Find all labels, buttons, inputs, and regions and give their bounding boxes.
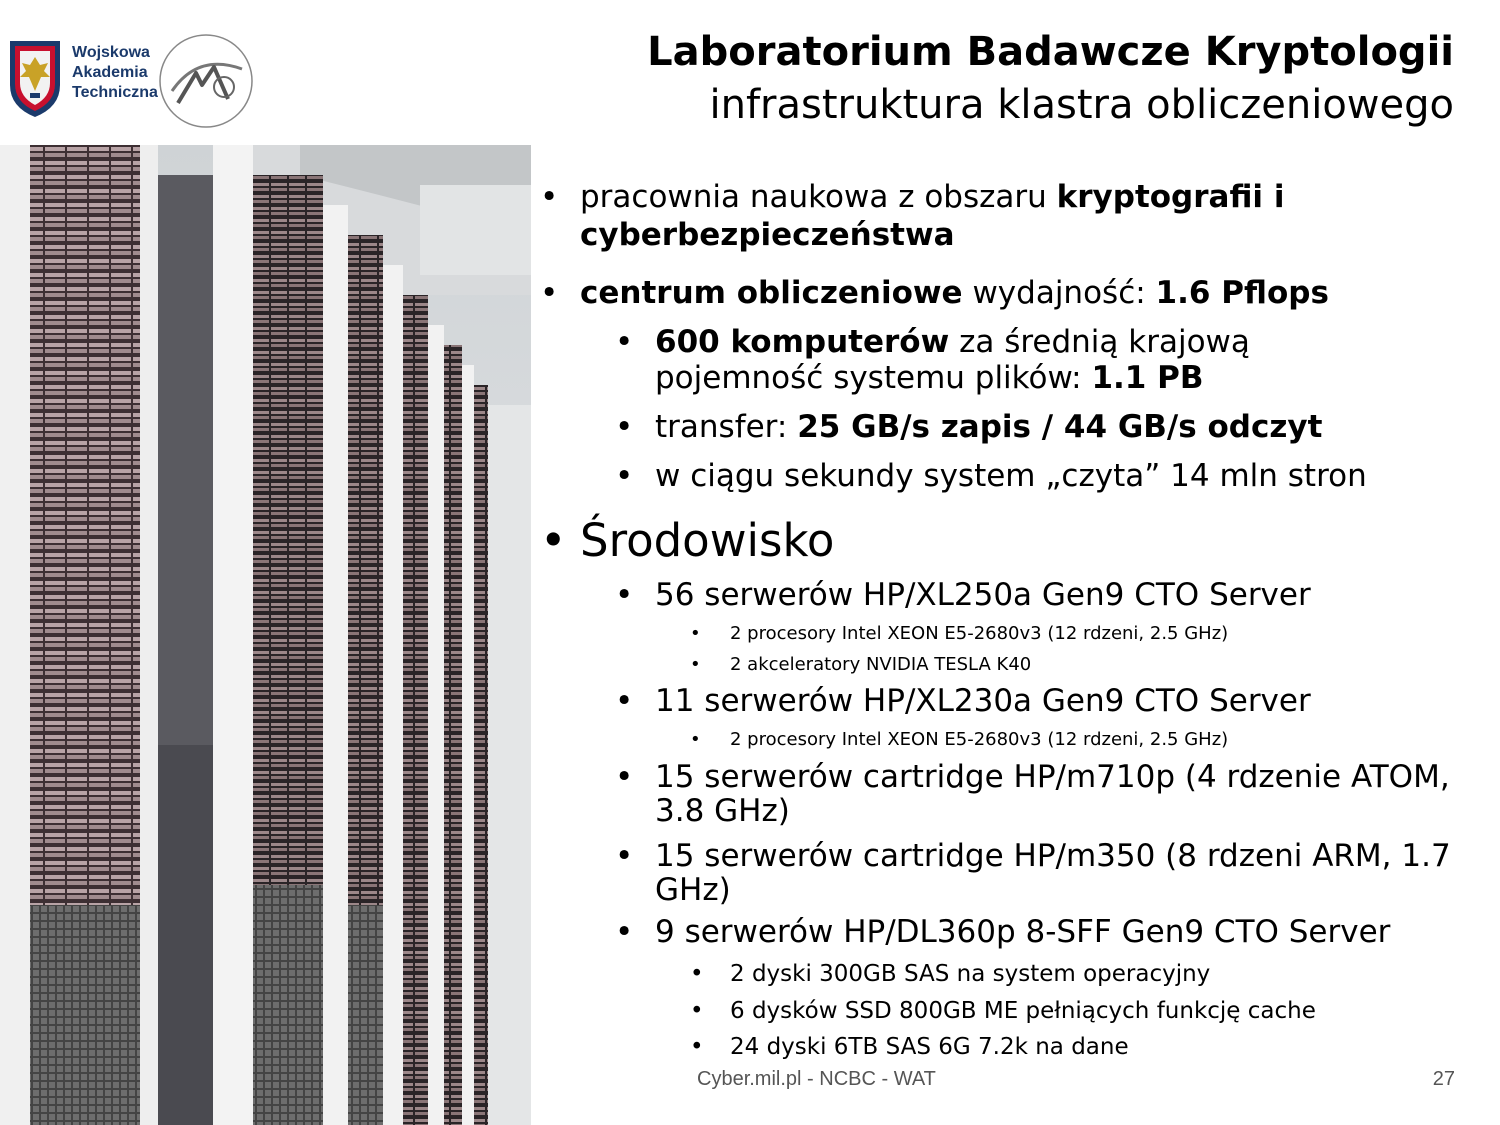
page-subtitle: infrastruktura klastra obliczeniowego bbox=[709, 82, 1454, 128]
sub-bullet-1-value: 1.1 PB bbox=[1091, 360, 1204, 396]
env-item-3-continuation bbox=[655, 794, 790, 828]
env-item-5-detail-1-text: 2 dyski 300GB SAS na system operacyjny bbox=[730, 961, 1211, 987]
env-item-3-text-2: 3.8 GHz) bbox=[655, 793, 790, 829]
bullet-2-bold: centrum obliczeniowe bbox=[580, 275, 963, 311]
sub-bullet-1 bbox=[615, 324, 1250, 360]
env-item-1-text: 56 serwerów HP/XL250a Gen9 CTO Server bbox=[655, 577, 1311, 613]
env-item-1 bbox=[615, 577, 1311, 613]
env-item-2-detail-1-text: 2 procesory Intel XEON E5-2680v3 (12 rdzeni, 2.5 GHz) bbox=[730, 729, 1229, 750]
bullet-dot: • bbox=[540, 514, 567, 567]
env-item-5-detail-3-text: 24 dyski 6TB SAS 6G 7.2k na dane bbox=[730, 1034, 1129, 1060]
env-item-5-detail-2 bbox=[690, 997, 1316, 1025]
sub-bullet-1-bold: 600 komputerów bbox=[655, 324, 950, 360]
env-item-3 bbox=[615, 759, 1450, 795]
env-item-4 bbox=[615, 838, 1451, 874]
env-item-4-text-2: GHz) bbox=[655, 872, 731, 908]
bullet-dot: • bbox=[615, 683, 634, 719]
bullet-dot: • bbox=[690, 729, 701, 750]
bullet-dot: • bbox=[690, 623, 701, 644]
bullet-dot: • bbox=[540, 179, 559, 215]
env-item-2-text: 11 serwerów HP/XL230a Gen9 CTO Server bbox=[655, 683, 1311, 719]
bullet-2 bbox=[540, 275, 1329, 311]
bullet-dot: • bbox=[615, 759, 634, 795]
wat-emblem-icon bbox=[4, 35, 66, 119]
wat-name bbox=[72, 43, 158, 103]
sub-bullet-1-text: za średnią krajową bbox=[949, 324, 1250, 360]
environment-heading bbox=[540, 514, 835, 567]
bullet-dot: • bbox=[615, 914, 634, 950]
server-racks-photo bbox=[0, 145, 531, 1125]
env-item-1-detail-1 bbox=[690, 622, 1229, 646]
env-item-1-detail-1-text: 2 procesory Intel XEON E5-2680v3 (12 rdzeni, 2.5 GHz) bbox=[730, 623, 1229, 644]
page-number: 27 bbox=[1432, 1068, 1455, 1090]
bullet-2-value: 1.6 Pflops bbox=[1155, 275, 1329, 311]
bullet-dot: • bbox=[690, 961, 704, 987]
bullet-dot: • bbox=[615, 409, 634, 445]
sub-bullet-2-text: transfer: bbox=[655, 409, 798, 445]
logo-area bbox=[0, 25, 260, 135]
env-item-5-text: 9 serwerów HP/DL360p 8-SFF Gen9 CTO Server bbox=[655, 914, 1391, 950]
bullet-dot: • bbox=[615, 324, 634, 360]
sub-bullet-1-continuation bbox=[655, 361, 1204, 395]
sub-bullet-2-value: 25 GB/s zapis / 44 GB/s odczyt bbox=[797, 409, 1323, 445]
env-item-2-detail-1 bbox=[690, 728, 1229, 752]
wat-name-line1: Wojskowa bbox=[72, 44, 150, 61]
wat-name-line3: Techniczna bbox=[72, 84, 158, 101]
footer-text: Cyber.mil.pl - NCBC - WAT bbox=[697, 1068, 936, 1090]
bullet-dot: • bbox=[690, 654, 701, 675]
env-item-5-detail-2-text: 6 dysków SSD 800GB ME pełniących funkcję cache bbox=[730, 998, 1316, 1024]
bullet-dot: • bbox=[615, 458, 634, 494]
bullet-2-text: wydajność: bbox=[962, 275, 1156, 311]
sub-bullet-1-text-2: pojemność systemu plików: bbox=[655, 360, 1092, 396]
bullet-1-bold-2: cyberbezpieczeństwa bbox=[580, 217, 955, 253]
env-item-5-detail-1 bbox=[690, 960, 1211, 988]
env-item-2 bbox=[615, 683, 1311, 719]
bullet-dot: • bbox=[690, 1034, 704, 1060]
env-item-4-continuation bbox=[655, 873, 731, 907]
bullet-1 bbox=[540, 179, 1285, 215]
sub-bullet-3-text: w ciągu sekundy system „czyta” 14 mln stron bbox=[655, 458, 1367, 494]
env-item-1-detail-2-text: 2 akceleratory NVIDIA TESLA K40 bbox=[730, 654, 1032, 675]
bullet-1-continuation bbox=[580, 218, 955, 252]
page-title: Laboratorium Badawcze Kryptologii bbox=[647, 29, 1454, 75]
env-item-5 bbox=[615, 914, 1391, 950]
bullet-1-bold: kryptografii i bbox=[1056, 179, 1285, 215]
environment-heading-text: Środowisko bbox=[580, 514, 835, 567]
bullet-dot: • bbox=[615, 838, 634, 874]
env-item-5-detail-3 bbox=[690, 1033, 1129, 1061]
env-item-3-text: 15 serwerów cartridge HP/m710p (4 rdzenie ATOM, bbox=[655, 759, 1450, 795]
sub-bullet-3 bbox=[615, 458, 1367, 494]
bullet-1-text: pracownia naukowa z obszaru bbox=[580, 179, 1057, 215]
wat-name-line2: Akademia bbox=[72, 64, 148, 81]
ncbc-logo-icon bbox=[158, 33, 254, 129]
bullet-dot: • bbox=[615, 577, 634, 613]
bullet-dot: • bbox=[690, 998, 704, 1024]
sub-bullet-2 bbox=[615, 409, 1323, 445]
env-item-1-detail-2 bbox=[690, 653, 1032, 677]
bullet-dot: • bbox=[540, 275, 559, 311]
env-item-4-text: 15 serwerów cartridge HP/m350 (8 rdzeni ARM, 1.7 bbox=[655, 838, 1451, 874]
